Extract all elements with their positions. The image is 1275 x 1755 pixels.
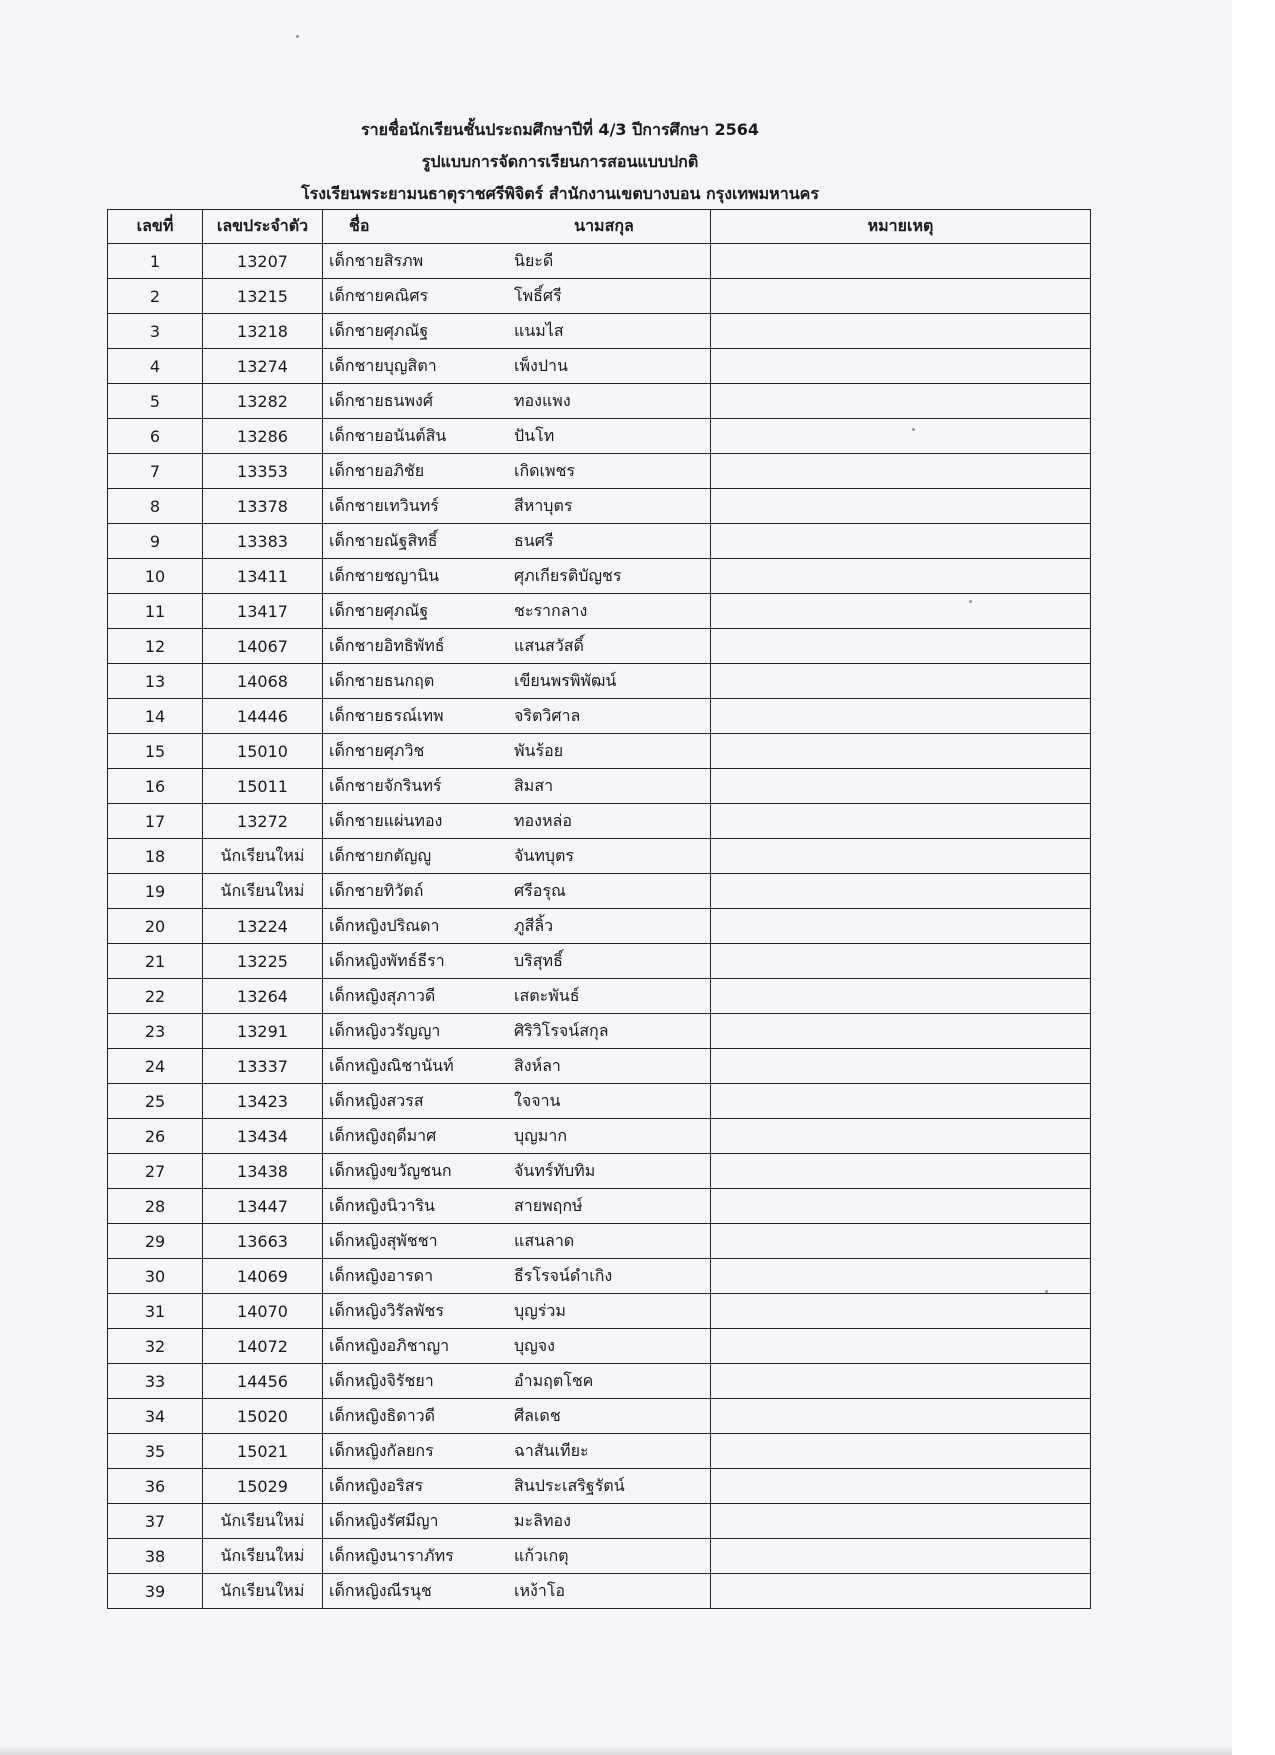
row-last-name: ศิริวิโรจน์สกุล xyxy=(514,1020,609,1040)
table-row xyxy=(108,1154,1091,1189)
row-name xyxy=(323,1539,711,1574)
row-student-id: 15029 xyxy=(203,1469,323,1504)
row-first-name: เด็กชายแผ่นทอง xyxy=(329,810,443,830)
row-remark xyxy=(711,769,1091,804)
row-name xyxy=(323,979,711,1014)
table-row xyxy=(108,419,1091,454)
table-row xyxy=(108,1434,1091,1469)
row-remark xyxy=(711,454,1091,489)
row-first-name: เด็กชายอนันต์สิน xyxy=(329,425,447,445)
row-first-name: เด็กหญิงจิรัชยา xyxy=(329,1370,434,1390)
row-first-name: เด็กชายทิวัตถ์ xyxy=(329,880,424,900)
row-student-id: นักเรียนใหม่ xyxy=(203,839,323,874)
row-name xyxy=(323,384,711,419)
row-no: 22 xyxy=(108,979,203,1014)
row-last-name: เสตะพันธ์ xyxy=(514,985,580,1005)
row-last-name: สิมสา xyxy=(514,775,554,795)
row-student-id: นักเรียนใหม่ xyxy=(203,1539,323,1574)
table-row xyxy=(108,1469,1091,1504)
row-no: 30 xyxy=(108,1259,203,1294)
row-last-name: ใจจาน xyxy=(514,1090,561,1110)
row-student-id: 13272 xyxy=(203,804,323,839)
row-remark xyxy=(711,244,1091,279)
row-first-name: เด็กหญิงณิชานันท์ xyxy=(329,1055,454,1075)
row-first-name: เด็กชายธนกฤต xyxy=(329,670,435,690)
row-last-name: ศุภเกียรติบัญชร xyxy=(514,565,622,585)
table-row xyxy=(108,1329,1091,1364)
row-no: 31 xyxy=(108,1294,203,1329)
row-remark xyxy=(711,1504,1091,1539)
row-last-name: แสนลาด xyxy=(514,1230,575,1250)
row-student-id: 14070 xyxy=(203,1294,323,1329)
student-roster-table xyxy=(107,209,1091,1609)
row-student-id: 13353 xyxy=(203,454,323,489)
row-no: 39 xyxy=(108,1574,203,1609)
table-body xyxy=(108,244,1091,1609)
row-first-name: เด็กหญิงฤดีมาศ xyxy=(329,1125,437,1145)
row-remark xyxy=(711,489,1091,524)
row-remark xyxy=(711,1364,1091,1399)
table-row xyxy=(108,489,1091,524)
row-first-name: เด็กหญิงวรัญญา xyxy=(329,1020,441,1040)
table-header-row xyxy=(108,210,1091,244)
row-last-name: แก้วเกตุ xyxy=(514,1545,569,1565)
row-name xyxy=(323,909,711,944)
row-first-name: เด็กชายเทวินทร์ xyxy=(329,495,439,515)
row-no: 29 xyxy=(108,1224,203,1259)
table-row xyxy=(108,314,1091,349)
row-student-id: 13286 xyxy=(203,419,323,454)
row-first-name: เด็กชายณัฐสิทธิ์ xyxy=(329,530,438,550)
row-name xyxy=(323,594,711,629)
row-name xyxy=(323,349,711,384)
row-no: 34 xyxy=(108,1399,203,1434)
table-row xyxy=(108,1119,1091,1154)
row-name xyxy=(323,1119,711,1154)
row-last-name: ธีรโรจน์ดำเกิง xyxy=(514,1265,613,1285)
row-no: 26 xyxy=(108,1119,203,1154)
row-remark xyxy=(711,1224,1091,1259)
row-student-id: 13383 xyxy=(203,524,323,559)
row-student-id: 13224 xyxy=(203,909,323,944)
row-name xyxy=(323,1189,711,1224)
table-row xyxy=(108,279,1091,314)
row-first-name: เด็กหญิงสุภาวดี xyxy=(329,985,436,1005)
row-remark xyxy=(711,979,1091,1014)
row-student-id: 13423 xyxy=(203,1084,323,1119)
row-student-id: 13291 xyxy=(203,1014,323,1049)
row-remark xyxy=(711,1539,1091,1574)
row-name xyxy=(323,244,711,279)
row-remark xyxy=(711,629,1091,664)
row-remark xyxy=(711,1154,1091,1189)
row-first-name: เด็กหญิงณีรนุช xyxy=(329,1580,432,1600)
row-first-name: เด็กชายธนพงศ์ xyxy=(329,390,433,410)
row-remark xyxy=(711,594,1091,629)
row-remark xyxy=(711,909,1091,944)
table-row xyxy=(108,244,1091,279)
row-no: 10 xyxy=(108,559,203,594)
row-remark xyxy=(711,839,1091,874)
row-first-name: เด็กชายศุภณัฐ xyxy=(329,320,429,340)
row-first-name: เด็กชายธรณ์เทพ xyxy=(329,705,444,725)
table-row xyxy=(108,349,1091,384)
row-last-name: เพ็งปาน xyxy=(514,355,568,375)
scan-edge xyxy=(0,1745,1232,1755)
row-first-name: เด็กหญิงนาราภัทร xyxy=(329,1545,454,1565)
row-no: 17 xyxy=(108,804,203,839)
row-remark xyxy=(711,1189,1091,1224)
table-row xyxy=(108,594,1091,629)
row-name xyxy=(323,664,711,699)
row-student-id: 14067 xyxy=(203,629,323,664)
row-last-name: สิงห์ลา xyxy=(514,1055,561,1075)
row-last-name: ทองแพง xyxy=(514,390,571,410)
row-remark xyxy=(711,384,1091,419)
column-header-student-id: เลขประจำตัว xyxy=(203,210,323,244)
row-last-name: สีหาบุตร xyxy=(514,495,573,515)
row-no: 24 xyxy=(108,1049,203,1084)
column-header-remark: หมายเหตุ xyxy=(711,210,1091,244)
row-last-name: ศีลเดช xyxy=(514,1405,561,1425)
row-no: 38 xyxy=(108,1539,203,1574)
row-first-name: เด็กหญิงวิรัลพัชร xyxy=(329,1300,444,1320)
row-last-name: เขียนพรพิพัฒน์ xyxy=(514,670,617,690)
row-remark xyxy=(711,874,1091,909)
table-row xyxy=(108,1504,1091,1539)
row-first-name: เด็กหญิงรัศมีญา xyxy=(329,1510,439,1530)
row-first-name: เด็กชายศุภณัฐ xyxy=(329,600,429,620)
row-name xyxy=(323,944,711,979)
row-first-name: เด็กชายคณิศร xyxy=(329,285,429,305)
table-row xyxy=(108,1574,1091,1609)
row-name xyxy=(323,524,711,559)
row-remark xyxy=(711,1294,1091,1329)
row-student-id: 13434 xyxy=(203,1119,323,1154)
row-first-name: เด็กหญิงนิวาริน xyxy=(329,1195,435,1215)
table-row xyxy=(108,839,1091,874)
row-name xyxy=(323,454,711,489)
row-remark xyxy=(711,1399,1091,1434)
row-no: 25 xyxy=(108,1084,203,1119)
row-last-name: บุญมาก xyxy=(514,1125,568,1145)
row-remark xyxy=(711,559,1091,594)
row-last-name: นิยะดี xyxy=(514,250,554,270)
row-last-name: จันทร์ทับทิม xyxy=(514,1160,596,1180)
row-student-id: 13337 xyxy=(203,1049,323,1084)
row-last-name: ทองหล่อ xyxy=(514,810,572,830)
row-first-name: เด็กชายจักรินทร์ xyxy=(329,775,442,795)
row-first-name: เด็กหญิงพัทธ์ธีรา xyxy=(329,950,445,970)
row-student-id: 14446 xyxy=(203,699,323,734)
row-no: 37 xyxy=(108,1504,203,1539)
table-row xyxy=(108,664,1091,699)
row-remark xyxy=(711,1469,1091,1504)
row-name xyxy=(323,1014,711,1049)
row-first-name: เด็กหญิงธิดาวดี xyxy=(329,1405,436,1425)
row-no: 15 xyxy=(108,734,203,769)
row-name xyxy=(323,1224,711,1259)
row-no: 11 xyxy=(108,594,203,629)
table-row xyxy=(108,454,1091,489)
row-student-id: นักเรียนใหม่ xyxy=(203,1574,323,1609)
row-last-name: ภูสีลิ้ว xyxy=(514,915,554,935)
row-student-id: 13447 xyxy=(203,1189,323,1224)
row-remark xyxy=(711,1049,1091,1084)
row-student-id: 14068 xyxy=(203,664,323,699)
row-student-id: 15021 xyxy=(203,1434,323,1469)
row-student-id: 13663 xyxy=(203,1224,323,1259)
row-last-name: จริตวิศาล xyxy=(514,705,581,725)
row-name xyxy=(323,1049,711,1084)
row-first-name: เด็กชายอิทธิพัทธ์ xyxy=(329,635,445,655)
row-first-name: เด็กชายอภิชัย xyxy=(329,460,425,480)
row-first-name: เด็กหญิงขวัญชนก xyxy=(329,1160,452,1180)
table-row xyxy=(108,1224,1091,1259)
table-row xyxy=(108,1539,1091,1574)
row-last-name: เกิดเพชร xyxy=(514,460,576,480)
row-name xyxy=(323,314,711,349)
row-last-name: สายพฤกษ์ xyxy=(514,1195,583,1215)
row-last-name: มะลิทอง xyxy=(514,1510,571,1530)
row-last-name: ธนศรี xyxy=(514,530,554,550)
row-last-name: จันทบุตร xyxy=(514,845,574,865)
row-first-name: เด็กชายชญานิน xyxy=(329,565,440,585)
table-row xyxy=(108,1294,1091,1329)
table-row xyxy=(108,1084,1091,1119)
row-name xyxy=(323,1364,711,1399)
row-student-id: 13218 xyxy=(203,314,323,349)
row-last-name: บริสุทธิ์ xyxy=(514,950,563,970)
row-student-id: 13215 xyxy=(203,279,323,314)
row-remark xyxy=(711,804,1091,839)
column-header-first-name: ชื่อ xyxy=(349,216,370,235)
table-row xyxy=(108,734,1091,769)
document-title: รายชื่อนักเรียนชั้นประถมศึกษาปีที่ 4/3 ปีการศึกษา 2564 xyxy=(360,120,760,139)
row-name xyxy=(323,489,711,524)
row-name xyxy=(323,1504,711,1539)
row-remark xyxy=(711,1119,1091,1154)
row-first-name: เด็กหญิงกัลยกร xyxy=(329,1440,434,1460)
row-remark xyxy=(711,699,1091,734)
row-no: 33 xyxy=(108,1364,203,1399)
row-student-id: 15020 xyxy=(203,1399,323,1434)
column-header-name xyxy=(323,210,711,244)
row-student-id: 14072 xyxy=(203,1329,323,1364)
row-name xyxy=(323,699,711,734)
school-name: โรงเรียนพระยามนธาตุราชศรีพิจิตร์ สำนักงานเขตบางบอน กรุงเทพมหานคร xyxy=(301,184,819,203)
row-name xyxy=(323,419,711,454)
row-no: 2 xyxy=(108,279,203,314)
row-remark xyxy=(711,419,1091,454)
row-name xyxy=(323,1469,711,1504)
table-row xyxy=(108,1364,1091,1399)
row-remark xyxy=(711,944,1091,979)
row-first-name: เด็กหญิงปริณดา xyxy=(329,915,440,935)
row-no: 12 xyxy=(108,629,203,664)
table-row xyxy=(108,1259,1091,1294)
row-no: 5 xyxy=(108,384,203,419)
row-no: 13 xyxy=(108,664,203,699)
row-remark xyxy=(711,1434,1091,1469)
row-student-id: 13438 xyxy=(203,1154,323,1189)
row-no: 28 xyxy=(108,1189,203,1224)
row-no: 23 xyxy=(108,1014,203,1049)
row-no: 36 xyxy=(108,1469,203,1504)
row-remark xyxy=(711,314,1091,349)
row-no: 35 xyxy=(108,1434,203,1469)
scan-margin xyxy=(1232,0,1275,1755)
document-subtitle: รูปแบบการจัดการเรียนการสอนแบบปกติ xyxy=(421,152,699,171)
row-no: 6 xyxy=(108,419,203,454)
row-first-name: เด็กชายศุภวิช xyxy=(329,740,425,760)
row-no: 32 xyxy=(108,1329,203,1364)
row-no: 16 xyxy=(108,769,203,804)
row-student-id: นักเรียนใหม่ xyxy=(203,1504,323,1539)
row-name xyxy=(323,1329,711,1364)
table-row xyxy=(108,909,1091,944)
row-remark xyxy=(711,1259,1091,1294)
row-name xyxy=(323,1574,711,1609)
row-no: 19 xyxy=(108,874,203,909)
row-last-name: บุญร่วม xyxy=(514,1300,566,1320)
row-name xyxy=(323,874,711,909)
table-row xyxy=(108,979,1091,1014)
row-no: 14 xyxy=(108,699,203,734)
row-remark xyxy=(711,734,1091,769)
row-name xyxy=(323,1259,711,1294)
row-remark xyxy=(711,1574,1091,1609)
row-name xyxy=(323,734,711,769)
row-last-name: ปันโท xyxy=(514,425,555,445)
row-remark xyxy=(711,279,1091,314)
row-remark xyxy=(711,664,1091,699)
row-student-id: 14069 xyxy=(203,1259,323,1294)
table-row xyxy=(108,1049,1091,1084)
row-first-name: เด็กชายบุญสิตา xyxy=(329,355,437,375)
row-name xyxy=(323,1399,711,1434)
column-header-last-name: นามสกุล xyxy=(574,216,634,235)
row-name xyxy=(323,1294,711,1329)
row-student-id: 14456 xyxy=(203,1364,323,1399)
row-name xyxy=(323,804,711,839)
row-no: 27 xyxy=(108,1154,203,1189)
row-last-name: อำมฤตโชค xyxy=(514,1370,594,1390)
row-last-name: แนมไส xyxy=(514,320,564,340)
row-no: 3 xyxy=(108,314,203,349)
row-student-id: 13417 xyxy=(203,594,323,629)
table-row xyxy=(108,629,1091,664)
row-no: 20 xyxy=(108,909,203,944)
row-last-name: โพธิ์ศรี xyxy=(514,285,562,305)
row-no: 7 xyxy=(108,454,203,489)
row-name xyxy=(323,1084,711,1119)
row-remark xyxy=(711,1014,1091,1049)
row-no: 21 xyxy=(108,944,203,979)
row-student-id: 13411 xyxy=(203,559,323,594)
row-name xyxy=(323,1434,711,1469)
row-first-name: เด็กหญิงอภิชาญา xyxy=(329,1335,450,1355)
row-name xyxy=(323,769,711,804)
row-remark xyxy=(711,524,1091,559)
row-student-id: 13282 xyxy=(203,384,323,419)
row-first-name: เด็กชายสิรภพ xyxy=(329,250,424,270)
row-name xyxy=(323,839,711,874)
row-name xyxy=(323,279,711,314)
table-row xyxy=(108,769,1091,804)
row-remark xyxy=(711,1084,1091,1119)
row-last-name: สินประเสริฐรัตน์ xyxy=(514,1475,625,1495)
row-last-name: ฉาสันเทียะ xyxy=(514,1440,589,1460)
row-student-id: 15011 xyxy=(203,769,323,804)
row-first-name: เด็กหญิงสุพัชชา xyxy=(329,1230,438,1250)
row-first-name: เด็กหญิงสวรส xyxy=(329,1090,424,1110)
row-student-id: 15010 xyxy=(203,734,323,769)
row-last-name: พันร้อย xyxy=(514,740,564,760)
row-no: 8 xyxy=(108,489,203,524)
row-name xyxy=(323,1154,711,1189)
scan-speck xyxy=(296,35,299,38)
row-student-id: 13274 xyxy=(203,349,323,384)
table-row xyxy=(108,804,1091,839)
table-row xyxy=(108,699,1091,734)
table-row xyxy=(108,384,1091,419)
table-row xyxy=(108,559,1091,594)
row-remark xyxy=(711,349,1091,384)
row-student-id: 13207 xyxy=(203,244,323,279)
row-remark xyxy=(711,1329,1091,1364)
row-first-name: เด็กชายกตัญญู xyxy=(329,845,432,865)
row-first-name: เด็กหญิงอริสร xyxy=(329,1475,424,1495)
table-row xyxy=(108,1189,1091,1224)
row-student-id: นักเรียนใหม่ xyxy=(203,874,323,909)
row-student-id: 13225 xyxy=(203,944,323,979)
row-last-name: เหง้าโอ xyxy=(514,1580,566,1600)
row-no: 18 xyxy=(108,839,203,874)
row-last-name: ชะรากลาง xyxy=(514,600,588,620)
row-no: 4 xyxy=(108,349,203,384)
row-last-name: บุญจง xyxy=(514,1335,555,1355)
column-header-no: เลขที่ xyxy=(108,210,203,244)
row-name xyxy=(323,629,711,664)
table-row xyxy=(108,1399,1091,1434)
row-student-id: 13378 xyxy=(203,489,323,524)
row-student-id: 13264 xyxy=(203,979,323,1014)
table-row xyxy=(108,1014,1091,1049)
row-last-name: แสนสวัสดิ์ xyxy=(514,635,584,655)
row-first-name: เด็กหญิงอารดา xyxy=(329,1265,434,1285)
table-row xyxy=(108,944,1091,979)
row-last-name: ศรีอรุณ xyxy=(514,880,566,900)
row-no: 9 xyxy=(108,524,203,559)
row-name xyxy=(323,559,711,594)
row-no: 1 xyxy=(108,244,203,279)
table-row xyxy=(108,524,1091,559)
table-row xyxy=(108,874,1091,909)
